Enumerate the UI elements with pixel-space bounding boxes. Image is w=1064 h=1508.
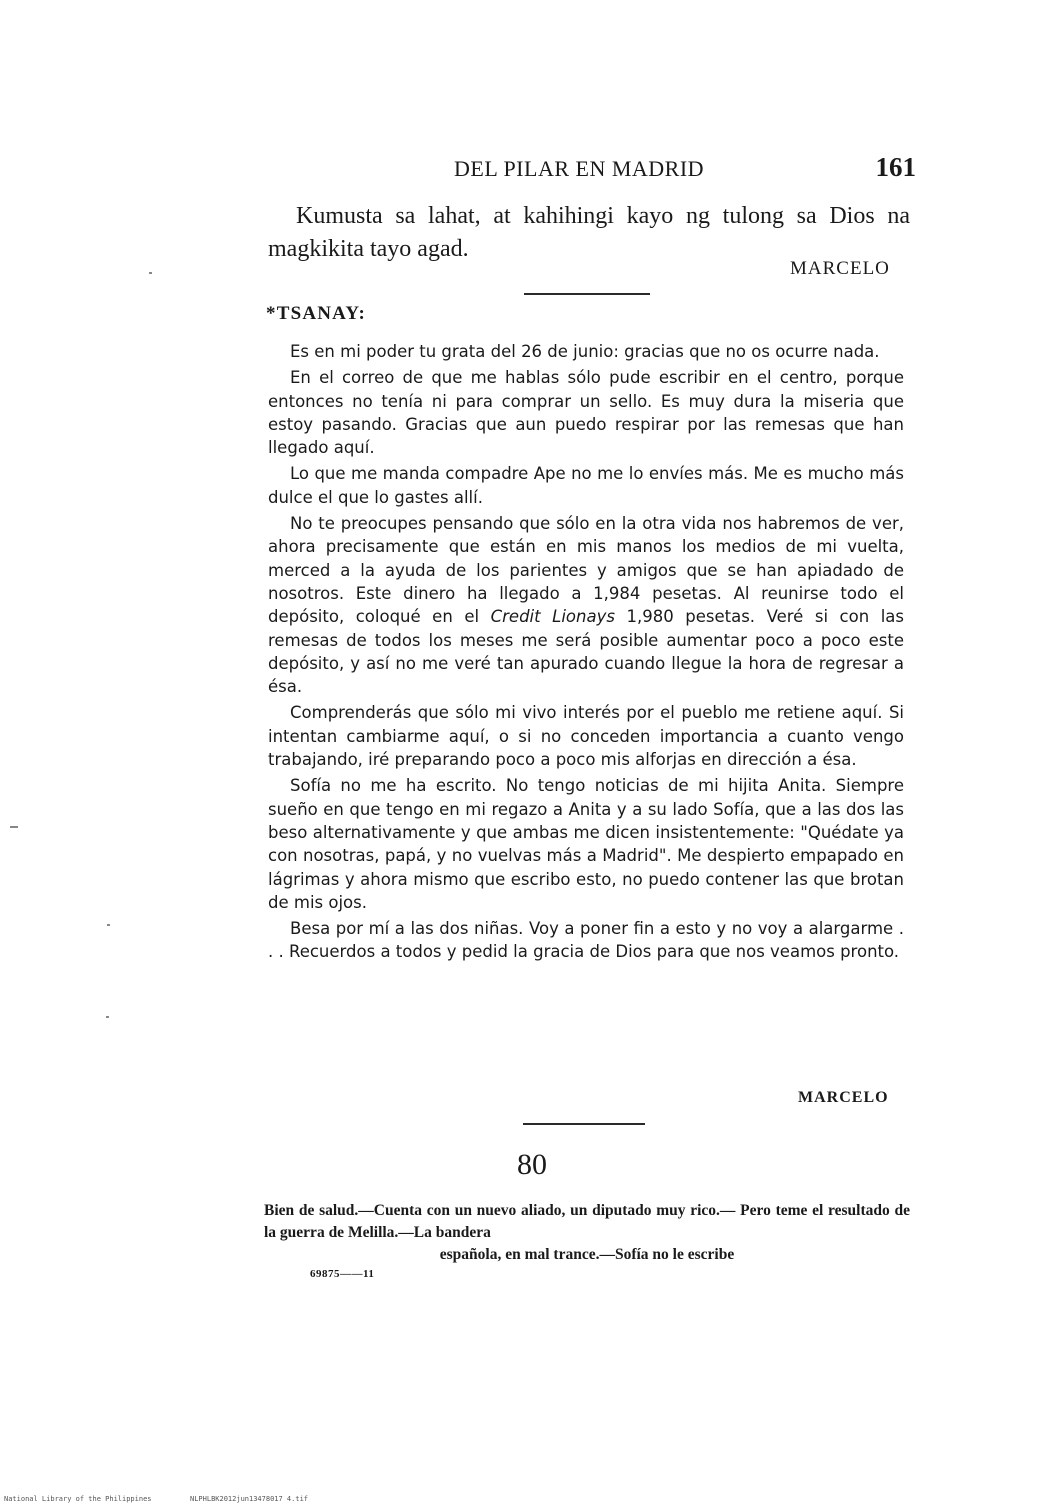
letter-paragraph-1: Es en mi poder tu grata del 26 de junio: gracias que no os ocurre nada. [290, 342, 880, 361]
scan-speck [149, 272, 152, 274]
letter-paragraph-3: Lo que me manda compadre Ape no me lo envíes más. Me es mucho más dulce el que lo gastes allí. [268, 464, 904, 507]
document-summary [264, 1200, 910, 1266]
page-header [268, 152, 916, 192]
running-head: DEL PILAR EN MADRID [454, 156, 705, 181]
signature-marcelo-1: MARCELO [790, 258, 890, 279]
letter-paragraph-4 [268, 512, 904, 698]
footer-library-credit: National Library of the Philippines [4, 1495, 152, 1503]
paragraph-4-text-b: 1,980 pesetas. Veré si con las remesas de todos los meses me será posible aumentar poco a poco este depósito, y así no me veré tan apurado cuando llegue la hora de regresar a ésa. [268, 607, 905, 697]
salutation: *TSANAY: [266, 303, 367, 324]
signature-marcelo-2: MARCELO [798, 1089, 889, 1106]
section-divider-top [524, 293, 650, 295]
letter-paragraph-2: En el correo de que me hablas sólo pude escribir en el centro, porque entonces no tenía ni para comprar un sello. Es muy dura la miseria que estoy pasando. Gracias que aun puedo respirar por las remesas que han llegado aquí. [268, 368, 904, 458]
scan-speck [10, 826, 18, 828]
footer-file-id: NLPHLBK2012jun13478017 4.tif [190, 1495, 309, 1503]
document-number: 80 [517, 1148, 547, 1181]
tagalog-text: Kumusta sa lahat, at kahihingi kayo ng tulong sa Dios na magkikita tayo agad. [268, 203, 910, 262]
summary-line-2: española, en mal trance.—Sofía no le escribe [439, 1246, 735, 1263]
paragraph-4-italic: Credit Lionays [490, 607, 615, 627]
page-number: 161 [875, 152, 916, 182]
paragraph-4-text-a: No te preocupes pensando que sólo en la otra vida nos habremos de ver, ahora precisamente que están en mis manos los medios de mi vuelta, merced a la ayuda de los parientes y amigos que se han apiadado de nosotros. Este dinero ha llegado a 1,984 pesetas. Al reunirse todo el depósito, coloqué en el [268, 514, 904, 627]
printer-code: 69875——11 [310, 1268, 375, 1280]
scan-speck [106, 1016, 109, 1018]
scan-speck [107, 924, 110, 926]
summary-line-1: Bien de salud.—Cuenta con un nuevo aliado, un diputado muy rico.— Pero teme el resultado de la guerra de Melilla.—La bandera [264, 1202, 910, 1241]
letter-body [268, 340, 904, 967]
letter-paragraph-6: Sofía no me ha escrito. No tengo noticias de mi hijita Anita. Siempre sueño en que tengo en mi regazo a Anita y a su lado Sofía, que a las dos las beso alternativamente y que ambas me dicen insistentemente: "Quédate ya con nosotras, papá, y no vuelvas más a Madrid". Me despierto empapado en lágrimas y ahora mismo que escribo esto, no puedo contener las que brotan de mis ojos. [268, 776, 904, 912]
section-divider-bottom [523, 1123, 645, 1125]
letter-paragraph-7: Besa por mí a las dos niñas. Voy a poner fin a esto y no voy a alargarme . . . Recuerdos a todos y pedid la gracia de Dios para que nos veamos pronto. [268, 919, 904, 962]
tagalog-paragraph [268, 200, 910, 266]
letter-paragraph-5: Comprenderás que sólo mi vivo interés por el pueblo me retiene aquí. Si intentan cambiarme aquí, o si no conceden importancia a cuanto vengo trabajando, iré preparando poco a poco mis alforjas en dirección a ésa. [268, 703, 904, 770]
